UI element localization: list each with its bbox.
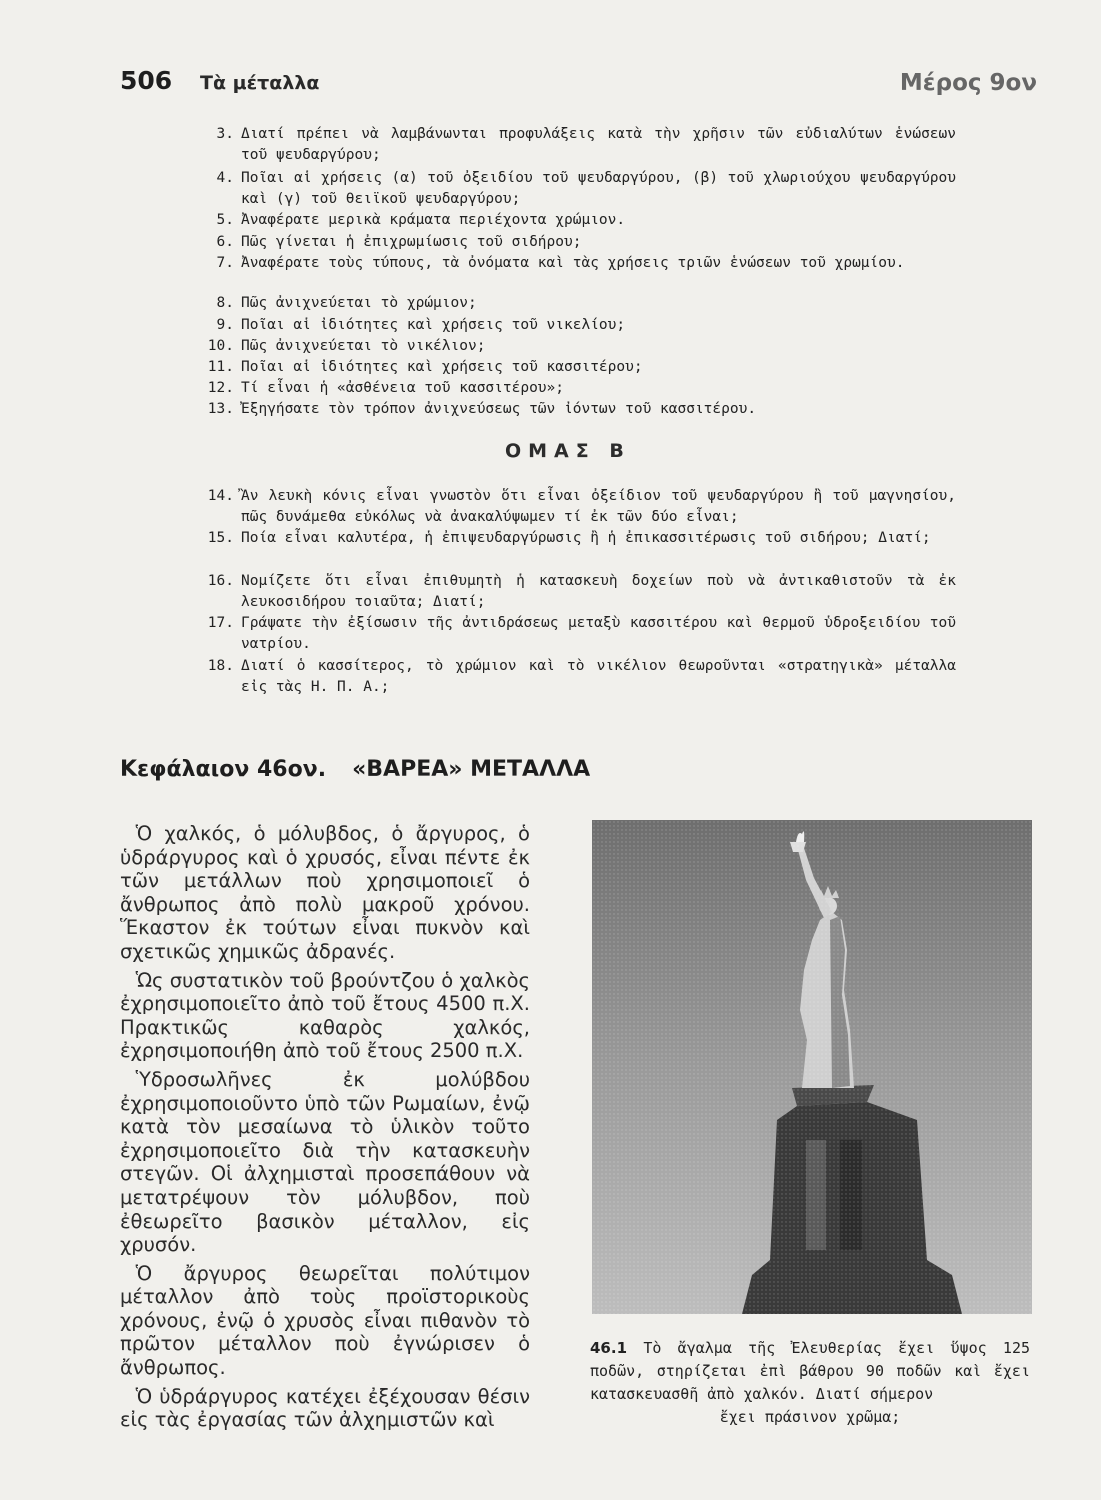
- question-item: [204, 124, 956, 166]
- question-number: 14.: [207, 488, 234, 504]
- figure-caption: [590, 1337, 1030, 1429]
- page-header: [120, 66, 1037, 106]
- figure-number: 46.1: [590, 1339, 628, 1357]
- question-number: 8.: [216, 295, 234, 311]
- question-text: Ποῖαι αἱ ἰδιότητες καὶ χρήσεις τοῦ νικελίου;: [241, 317, 626, 333]
- question-text: Νομίζετε ὅτι εἶναι ἐπιθυμητὴ ἡ κατασκευὴ δοχείων ποὺ νὰ ἀντικαθιστοῦν τὰ ἐκ λευκοσιδήρου τοιαῦτα; Διατί;: [241, 573, 956, 610]
- question-text: Πῶς ἀνιχνεύεται τὸ χρώμιον;: [241, 295, 477, 311]
- question-number: 4.: [216, 170, 234, 186]
- part-label: Μέρος 9ον: [899, 70, 1037, 96]
- question-text: Γράψατε τὴν ἐξίσωσιν τῆς ἀντιδράσεως μεταξὺ κασσιτέρου καὶ θερμοῦ ὑδροξειδίου τοῦ νατρίου.: [241, 615, 956, 652]
- question-item: [204, 656, 956, 698]
- question-item: [204, 168, 956, 210]
- question-text: Διατί ὁ κασσίτερος, τὸ χρώμιον καὶ τὸ νικέλιον θεωροῦνται «στρατηγικὰ» μέταλλα εἰς τὰς Η. Π. Α.;: [241, 658, 956, 695]
- question-item: [204, 528, 956, 549]
- question-item: [204, 357, 956, 378]
- question-item: [204, 378, 956, 399]
- page-number: 506: [120, 66, 173, 95]
- question-item: [204, 232, 956, 253]
- question-text: Ποῖαι αἱ χρήσεις (α) τοῦ ὀξειδίου τοῦ ψευδαργύρου, (β) τοῦ χλωριούχου ψευδαργύρου καὶ (γ) τοῦ θειϊκοῦ ψευδαργύρου;: [241, 170, 956, 207]
- question-text: Ποία εἶναι καλυτέρα, ἡ ἐπιψευδαργύρωσις ἢ ἡ ἐπικασσιτέρωσις τοῦ σιδήρου; Διατί;: [241, 530, 931, 546]
- question-item: [204, 253, 956, 274]
- chapter-label: Κεφάλαιον 46ον.: [120, 757, 327, 782]
- question-item: [204, 293, 956, 314]
- group-b-title: ΟΜΑΣ Β: [505, 440, 631, 462]
- question-text: Πῶς γίνεται ἡ ἐπιχρωμίωσις τοῦ σιδήρου;: [241, 234, 582, 250]
- question-text: Πῶς ἀνιχνεύεται τὸ νικέλιον;: [241, 338, 486, 354]
- question-item: [204, 399, 956, 420]
- question-number: 15.: [207, 530, 234, 546]
- question-number: 3.: [216, 126, 234, 142]
- question-text: Ἐξηγήσατε τὸν τρόπον ἀνιχνεύσεως τῶν ἰόντων τοῦ κασσιτέρου.: [241, 401, 757, 417]
- question-number: 7.: [216, 255, 234, 271]
- caption-text-end: ἔχει πράσινον χρῶμα;: [719, 1408, 901, 1426]
- question-item: [204, 571, 956, 613]
- chapter-title: [120, 757, 590, 782]
- question-text: Ἂν λευκὴ κόνις εἶναι γνωστὸν ὅτι εἶναι ὀξείδιον τοῦ ψευδαργύρου ἢ τοῦ μαγνησίου, πῶς δυνάμεθα εὐκόλως νὰ ἀνακαλύψωμεν τί ἐκ τῶν δύο εἶναι;: [241, 488, 956, 525]
- paragraph: Ὁ χαλκός, ὁ μόλυβδος, ὁ ἄργυρος, ὁ ὑδράργυρος καὶ ὁ χρυσός, εἶναι πέντε ἐκ τῶν μετάλλων ποὺ χρησιμοποιεῖ ὁ ἄνθρωπος ἀπὸ πολὺ μακροῦ χρόνου. Ἕκαστον ἐκ τούτων εἶναι πυκνὸν καὶ σχετικῶς χημικῶς ἀδρανές.: [120, 822, 530, 963]
- body-text: [120, 822, 530, 1437]
- question-item: [204, 336, 956, 357]
- question-number: 12.: [207, 380, 234, 396]
- paragraph: Ὑδροσωλῆνες ἐκ μολύβδου ἐχρησιμοποιοῦντο ὑπὸ τῶν Ρωμαίων, ἐνῷ κατὰ τὸν μεσαίωνα τὸ ὑλικὸν τοῦτο ἐχρησιμοποιεῖτο διὰ τὴν κατασκευὴν στεγῶν. Οἱ ἀλχημισταὶ προσεπάθουν νὰ μετατρέψουν τὸν μόλυβδον, ποὺ ἐθεωρεῖτο βασικὸν μέταλλον, εἰς χρυσόν.: [120, 1067, 530, 1257]
- question-text: Ποῖαι αἱ ἰδιότητες καὶ χρήσεις τοῦ κασσιτέρου;: [241, 359, 643, 375]
- question-number: 17.: [207, 615, 234, 631]
- question-text: Τί εἶναι ἡ «ἀσθένεια τοῦ κασσιτέρου»;: [241, 380, 565, 396]
- question-text: Ἀναφέρατε τοὺς τύπους, τὰ ὀνόματα καὶ τὰς χρήσεις τριῶν ἑνώσεων τοῦ χρωμίου.: [241, 255, 905, 271]
- question-number: 5.: [216, 212, 234, 228]
- running-title: Τὰ μέταλλα: [200, 72, 320, 94]
- question-text: Διατί πρέπει νὰ λαμβάνωνται προφυλάξεις κατὰ τὴν χρῆσιν τῶν εὐδιαλύτων ἑνώσεων τοῦ ψευδαργύρου;: [241, 126, 956, 163]
- paragraph: Ὁ ἄργυρος θεωρεῖται πολύτιμον μέταλλον ἀπὸ τοὺς προϊστορικοὺς χρόνους, ἐνῷ ὁ χρυσὸς εἶναι πιθανὸν τὸ πρῶτον μέταλλον ποὺ ἐγνώρισεν ὁ ἄνθρωπος.: [120, 1261, 530, 1380]
- question-item: [204, 315, 956, 336]
- question-item: [204, 486, 956, 528]
- question-number: 13.: [207, 401, 234, 417]
- question-item: [204, 613, 956, 655]
- paragraph: Ὁ ὑδράργυρος κατέχει ἐξέχουσαν θέσιν εἰς τὰς ἐργασίας τῶν ἀλχημιστῶν καὶ: [120, 1384, 530, 1432]
- question-number: 16.: [207, 573, 234, 589]
- question-number: 9.: [216, 317, 234, 333]
- question-text: Ἀναφέρατε μερικὰ κράματα περιέχοντα χρώμιον.: [241, 212, 626, 228]
- question-item: [204, 210, 956, 231]
- caption-text: Τὸ ἄγαλμα τῆς Ἐλευθερίας ἔχει ὕψος 125 ποδῶν, στηρίζεται ἐπὶ βάθρου 90 ποδῶν καὶ ἔχει κατασκευασθῆ ἀπὸ χαλκόν. Διατί σήμερον: [590, 1339, 1031, 1403]
- question-number: 11.: [207, 359, 234, 375]
- chapter-name: «ΒΑΡΕΑ» ΜΕΤΑΛΛΑ: [352, 757, 591, 782]
- paragraph: Ὡς συστατικὸν τοῦ βρούντζου ὁ χαλκὸς ἐχρησιμοποιεῖτο ἀπὸ τοῦ ἔτους 4500 π.Χ. Πρακτικῶς καθαρὸς χαλκός, ἐχρησιμοποιήθη ἀπὸ τοῦ ἔτους 2500 π.Χ.: [120, 968, 530, 1063]
- question-number: 10.: [207, 338, 234, 354]
- question-number: 6.: [216, 234, 234, 250]
- question-number: 18.: [207, 658, 234, 674]
- statue-of-liberty-photo: [592, 820, 1032, 1314]
